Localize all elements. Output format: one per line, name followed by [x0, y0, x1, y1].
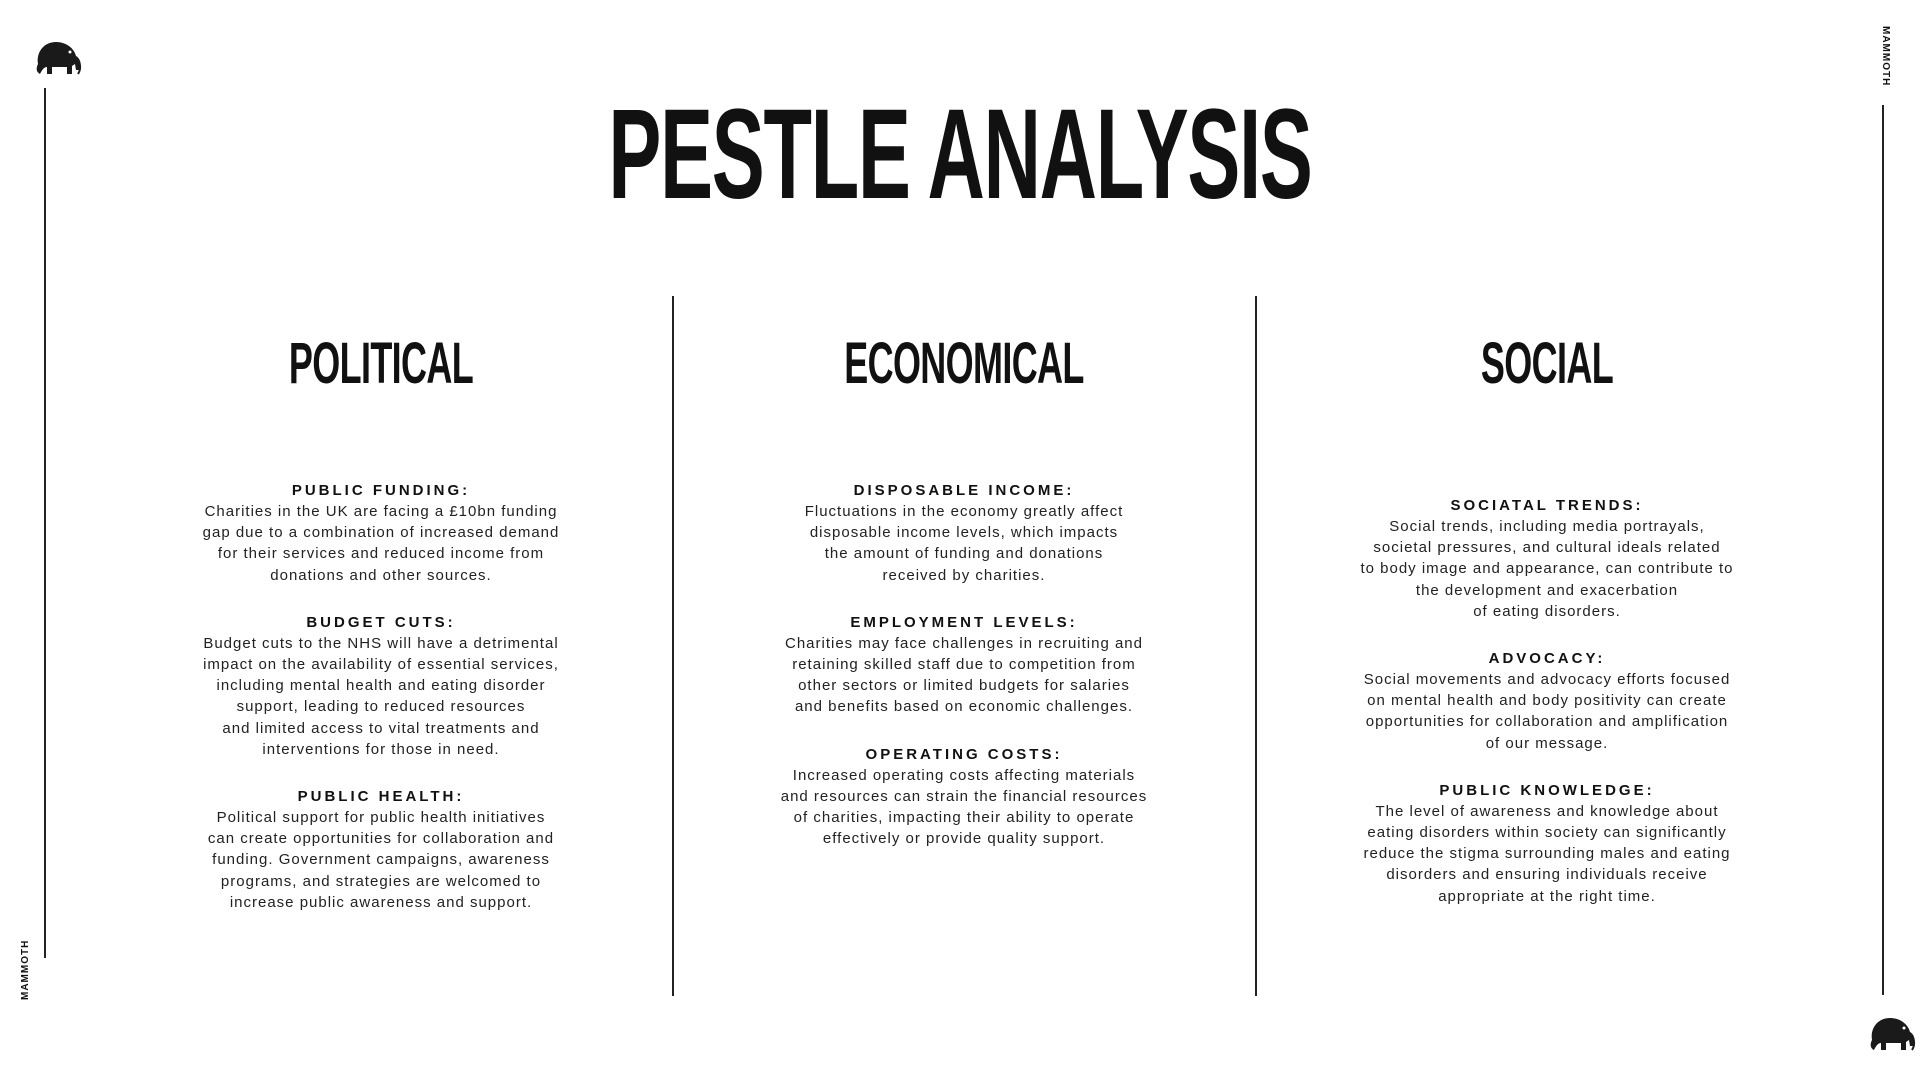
section-text: Charities may face challenges in recruiting and retaining skilled staff due to competition from other sectors or limited budgets for salaries and benefits based on economic challenges.: [785, 634, 1143, 716]
section-employment-levels: [754, 612, 1174, 718]
section-budget-cuts: [171, 612, 591, 760]
section-advocacy: [1337, 648, 1757, 754]
right-divider-line: [1882, 105, 1884, 995]
section-text: Political support for public health initiatives can create opportunities for collaboration and funding. Government campaigns, awareness programs, and strategies are welcomed to increase public awareness and support.: [207, 809, 555, 911]
mammoth-icon: [1862, 1010, 1918, 1054]
section-label: OPERATING COSTS:: [865, 745, 1063, 763]
section-public-health: [171, 786, 591, 913]
section-label: DISPOSABLE INCOME:: [853, 482, 1075, 499]
section-societal-trends: [1337, 495, 1757, 622]
section-text: The level of awareness and knowledge about eating disorders within society can significantly reduce the stigma surrounding males and eating disorders and ensuring individuals receive appropriate at the right time.: [1363, 802, 1731, 905]
economical-heading: ECONOMICAL: [844, 331, 1084, 396]
mammoth-icon: [28, 34, 84, 78]
social-column: [1337, 330, 1757, 933]
section-label: BUDGET CUTS:: [306, 613, 456, 631]
economical-column: [754, 330, 1174, 875]
section-operating-costs: [754, 744, 1174, 850]
section-text: Social movements and advocacy efforts focused on mental health and body positivity can create opportunities for collaboration and amplification of our message.: [1363, 671, 1731, 752]
column-divider: [1255, 296, 1257, 996]
section-label: PUBLIC FUNDING:: [291, 482, 471, 499]
brand-wordmark-right: MAMMOTH: [1880, 26, 1891, 87]
section-disposable-income: [754, 480, 1174, 586]
section-label: ADVOCACY:: [1488, 650, 1606, 668]
section-text: Social trends, including media portrayals, societal pressures, and cultural ideals related to body image and appearance, can contribute to the development and exacerbation of eating disorders.: [1360, 518, 1734, 620]
section-label: PUBLIC HEALTH:: [297, 788, 465, 806]
political-column: [171, 330, 591, 939]
brand-wordmark-left: MAMMOTH: [20, 939, 31, 1000]
section-text: Budget cuts to the NHS will have a detrimental impact on the availability of essential services, including mental health and eating disorder support, leading to reduced resources and limited access to vital treatments and interventions for those in need.: [203, 634, 559, 758]
left-divider-line: [44, 88, 46, 958]
page-title: PESTLE ANALYSIS: [608, 83, 1312, 226]
political-heading: POLITICAL: [288, 331, 474, 396]
section-label: EMPLOYMENT LEVELS:: [850, 613, 1078, 631]
section-public-funding: [171, 480, 591, 586]
section-text: Charities in the UK are facing a £10bn funding gap due to a combination of increased demand for their services and reduced income from donations and other sources.: [202, 503, 560, 584]
column-divider: [672, 296, 674, 996]
section-public-knowledge: [1337, 780, 1757, 907]
social-heading: SOCIAL: [1480, 331, 1614, 396]
section-text: Increased operating costs affecting materials and resources can strain the financial resources of charities, impacting their ability to operate effectively or provide quality support.: [780, 766, 1148, 848]
section-label: SOCIATAL TRENDS:: [1450, 497, 1644, 514]
section-text: Fluctuations in the economy greatly affect disposable income levels, which impacts the amount of funding and donations received by charities.: [804, 503, 1124, 584]
section-label: PUBLIC KNOWLEDGE:: [1439, 781, 1655, 799]
